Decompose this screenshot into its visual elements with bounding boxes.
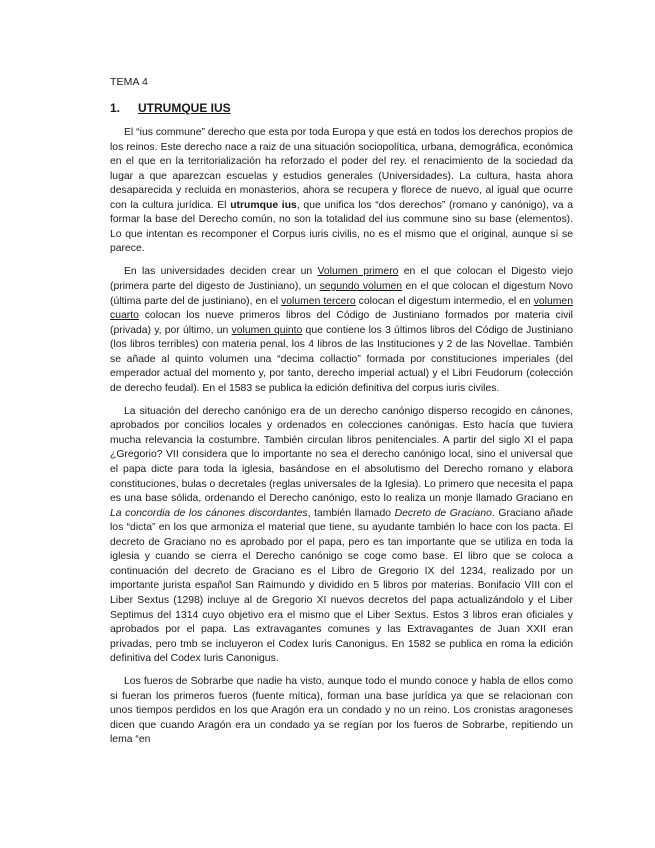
italic-title: Decreto de Graciano	[394, 507, 492, 519]
underlined-term: segundo volumen	[319, 280, 403, 292]
bold-term: utrumque ius	[230, 199, 297, 211]
text-span: que contiene los 3 últimos libros del Código de Justiniano (los libros terribles) con materia penal, los 4 libros de las Instituciones y 2 de las Novellae. También se añade al quinto volumen una “decima collactio” formada por constituciones imperiales (del emperador actual del momento y, por tanto, derecho imperial actual) y el Libri Feudorum (colección de derecho feudal). En el 1583 se publica la edición definitiva del corpus iuris civiles.	[110, 324, 573, 394]
text-span: en el que colocan el digestum Novo (última parte del de justiniano), en el	[110, 280, 573, 307]
text-span: en el que colocan el Digesto viejo (primera parte del digesto de Justiniano), un	[110, 266, 573, 292]
section-title: UTRUMQUE IUS	[138, 101, 231, 115]
underlined-term: volumen tercero	[281, 295, 356, 307]
text-span: colocan el digestum intermedio, el en	[355, 295, 534, 307]
section-number: 1.	[110, 101, 121, 115]
text-span: El “ius commune” derecho que esta por toda Europa y que está en todos los derechos propios de los reinos. Este derecho nace a raiz de una situación sociopolítica, urbana, demográfica, económica en el que en la territorialización ha reforzado el poder del rey. el renacimiento de la sociedad da lugar a que aparezcan escuelas y estudios generales (Universidades). La cultura, hasta ahora desaparecida y recluida en monasterios, ahora se recupera y florece de nuevo, al igual que ocurre con la cultura jurídica. El	[110, 127, 573, 211]
text-span: La situación del derecho canónigo era de un derecho canónigo disperso recogido en cánones, aprobados por concilios locales y ordenados en colecciones canónigas. Esto hacía que tuviera mucha relevancia la costumbre. También circulan libros penitenciales. A partir del siglo XI el papa ¿Gregorio? VII considera que lo importante no sea el derecho canónigo local, sino el universal que el papa dicte para toda la iglesia, basándose en el absolutismo del Derecho romano y elabora constituciones, bulas o decretales (reglas universales de la Iglesia). Lo primero que necesita el papa es una base sólida, ordenando el Derecho canónigo, esto lo realiza un monje llamado Graciano en	[110, 405, 573, 505]
paragraph-volumes	[110, 265, 573, 396]
underlined-term: volumen cuarto	[110, 295, 573, 322]
text-span: colocan los nueve primeros libros del Código de Justiniano formados por materia civil (privada) y, por último, un	[110, 310, 573, 336]
italic-title: La concordia de los cánones discordantes	[110, 507, 308, 519]
paragraph-ius-commune	[110, 126, 573, 257]
document-body	[110, 126, 573, 756]
text-span: , que unifica los “dos derechos” (romano y canónigo), va a formar la base del Derecho común, no son la totalidad del ius commune sino su base (elementos). Lo que intentan es recomponer el Corpus iuris civilis, no es el mismo que el original, aunque sí se parece.	[110, 199, 574, 255]
text-span: , también llamado	[307, 507, 395, 519]
section-heading	[110, 101, 231, 115]
text-span: . Graciano añade los “dicta” en los que armoniza el material que tiene, su ayudante también lo hace con los pacta. El decreto de Graciano no es aprobado por el papa, pero es tan importante que se utiliza en toda la iglesia y cuando se cierra el Derecho canónigo se coge como base. El libro que se coloca a continuación del decreto de Graciano es el Libro de Gregorio IX del 1234, realizado por un importante jurista español San Raimundo y dividido en 5 libros por materias. Bonifacio VIII con el Liber Sextus (1298) incluye al de Gregorio XI nuevos decretos del papa actualizándolo y el Liber Septimus del 1314 cuyo objetivo era el mismo que el Liber Sextus. Estos 3 libros eran oficiales y aprobados por el papa. Las extravagantes comunes y las Extravagantes de Juan XXII eran privadas, pero tmb se incluyeron el Codex Iuris Canonigus. En 1582 se publica en roma la edición definitiva del Codex Iuris Canonigus.	[110, 507, 574, 665]
paragraph-fueros-sobrarbe	[110, 675, 573, 748]
topic-label: TEMA 4	[110, 76, 148, 88]
text-span: En las universidades deciden crear un	[124, 266, 318, 278]
text-span: Los fueros de Sobrarbe que nadie ha visto, aunque todo el mundo conoce y habla de ellos como si fueran los primeros fueros (fuente mítica), forman una base jurídica ya que se relacionan con unos tiempos perdidos en los que Aragón era un condado y no un reino. Los cronistas aragoneses dicen que cuando Aragón era un condado ya se regían por los fueros de Sobrarbe, repitiendo un lema “en	[110, 676, 573, 746]
underlined-term: volumen quinto	[231, 324, 303, 336]
paragraph-canon-law	[110, 405, 573, 667]
underlined-term: Volumen primero	[317, 266, 399, 278]
